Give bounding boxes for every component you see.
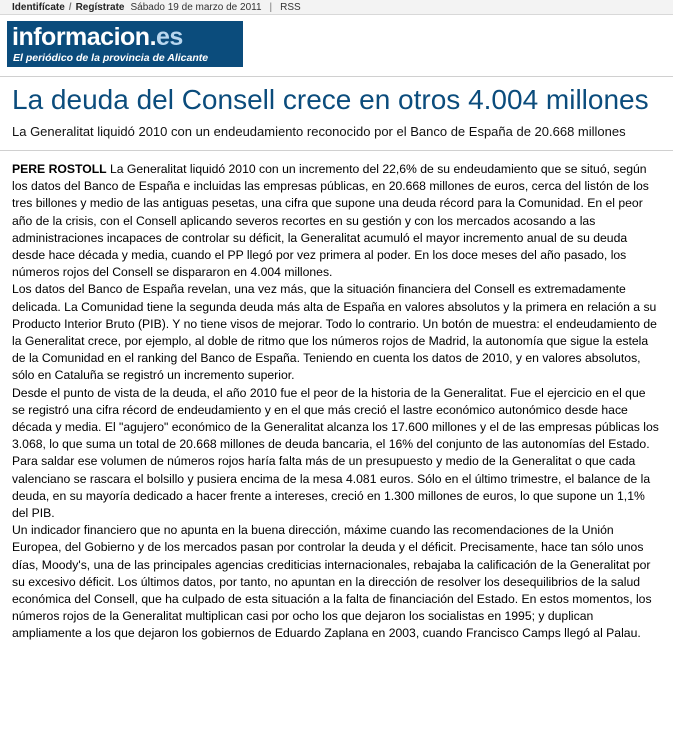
logo-tagline: El periódico de la provincia de Alicante: [13, 52, 209, 64]
divider: |: [269, 1, 273, 13]
article-title: La deuda del Consell crece en otros 4.004 millones: [12, 84, 649, 115]
article-subtitle: La Generalitat liquidó 2010 con un endeudamiento reconocido por el Banco de España de 20.668 millones: [12, 124, 626, 139]
logo-wordmark: informacion.es: [12, 23, 183, 51]
article-paragraph: Un indicador financiero que no apunta en la buena dirección, máxime cuando las recomendaciones de la Unión Europea, del Gobierno y de los mercados pasan por controlar la deuda y el déficit. Precisamente, hace tan sólo unos días, Moody's, una de las principales agencias crediticias internacionales, rebajaba la calificación de la Generalitat por su excesivo déficit. Los últimos datos, por tanto, no apuntan en la dirección de resolver los desequilibrios de la salud económica del Consell, que ha culpado de esta situación a la falta de financiación del Estado. En estos momentos, los números rojos de la Generalitat multiplican casi por ocho los que dejaron los socialistas en 1995; y duplican ampliamente a los que dejaron los gobiernos de Eduardo Zaplana en 2003, cuando Francisco Camps llegó al Palau.: [12, 523, 652, 641]
article-paragraph: Los datos del Banco de España revelan, una vez más, que la situación financiera del Consell es extremadamente delicada. La Comunidad tiene la segunda deuda más alta de España en valores absolutos y la primera en relación a su Producto Interior Bruto (PIB). Y no tiene visos de mejorar. Todo lo contrario. Un botón de muestra: el endeudamiento de la Generalitat crece, por ejemplo, al doble de ritmo que los números rojos de Madrid, la autonomía que sigue la estela de la Comunidad en el ranking del Banco de España. Teniendo en cuenta los datos de 2010, y en valores absolutos, sólo en Cataluña se registró un incremento superior.: [12, 282, 657, 383]
author-byline: PERE ROSTOLL: [12, 162, 107, 176]
separator-text: /: [68, 1, 72, 13]
article-body: [12, 161, 661, 643]
site-logo[interactable]: [7, 21, 243, 67]
masthead: [0, 15, 673, 67]
header-divider: [0, 76, 673, 77]
article-paragraph: PERE ROSTOLL La Generalitat liquidó 2010 con un incremento del 22,6% de su endeudamiento que se situó, según los datos del Banco de España e incluidas las empresas públicas, en 20.668 millones de euros, cerca del listón de los tres billones y medio de las antiguas pesetas, una cifra que supone una deuda récord para la Comunidad. En el peor año de la crisis, con el Consell aplicando severos recortes en su gestión y con los mercados acosando a las administraciones incapaces de controlar su déficit, la Generalitat acumuló el mayor incremento anual de su deuda desde hace década y media, cuando el PP llegó por vez primera al poder. En los doce meses del año pasado, los números rojos del Consell se dispararon en 4.004 millones.: [12, 162, 649, 280]
login-link[interactable]: Identifícate: [12, 1, 65, 13]
article-paragraph: Desde el punto de vista de la deuda, el año 2010 fue el peor de la historia de la Generalitat. Fue el ejercicio en el que se registró una cifra récord de endeudamiento y en el que más creció el lastre económico autonómico desde hace década y media. El "agujero" económico de la Generalitat alcanza los 17.600 millones y el de las empresas públicas los 3.068, lo que suma un total de 20.668 millones de deuda bancaria, el 16% del conjunto de las autonomías del Estado. Para saldar ese volumen de números rojos haría falta más de un presupuesto y medio de la Generalitat o que cada valenciano se rascara el bolsillo y pusiera encima de la mesa 4.081 euros. Sólo en el último trimestre, el balance de la deuda, en su mayoría dedicado a hacer frente a intereses, creció en 1.300 millones de euros, lo que supone un 1,1% del PIB.: [12, 385, 659, 521]
title-divider: [0, 150, 673, 151]
rss-link[interactable]: RSS: [280, 1, 301, 13]
current-date: Sábado 19 de marzo de 2011: [130, 1, 262, 13]
top-bar: [0, 0, 673, 15]
register-link[interactable]: Regístrate: [75, 1, 125, 13]
